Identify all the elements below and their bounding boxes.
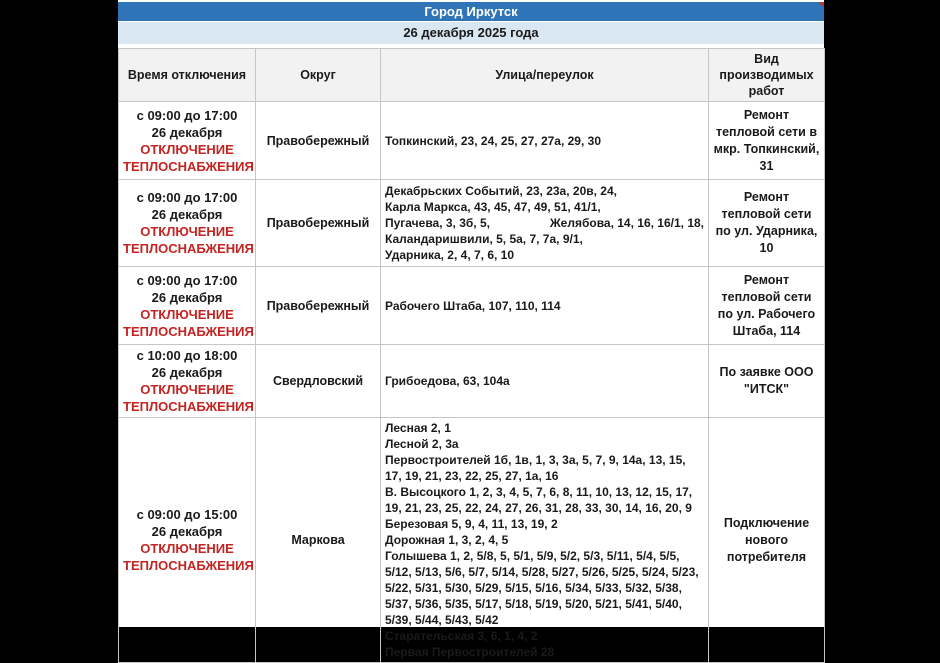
outage-row-5 bbox=[119, 418, 825, 663]
time-cell bbox=[119, 102, 256, 180]
column-header-streets: Улица/переулок bbox=[381, 49, 709, 102]
street-group: Рабочего Штаба, 107, 110, 114 bbox=[385, 298, 561, 313]
streets-list bbox=[385, 133, 704, 149]
outage-row-1 bbox=[119, 102, 825, 180]
time-range: с 09:00 до 17:00 bbox=[136, 107, 238, 123]
time-cell bbox=[119, 180, 256, 267]
outage-schedule-sheet bbox=[118, 0, 824, 659]
city-title: Город Иркутск bbox=[424, 4, 518, 19]
street-group: Дорожная 1, 3, 2, 4, 5 bbox=[385, 533, 509, 547]
street-group: Пугачева, 3, 3б, 5, bbox=[385, 216, 490, 230]
outage-type: ОТКЛЮЧЕНИЕ ТЕПЛОСНАБЖЕНИЯ bbox=[123, 541, 254, 573]
outage-day: 26 декабря bbox=[151, 207, 223, 222]
street-group: Каландаришвили, 5, 5а, 7, 7а, 9/1, bbox=[385, 232, 583, 246]
street-group: Ударника, 2, 4, 7, 6, 10 bbox=[385, 248, 515, 262]
street-group: Первостроителей 1б, 1в, 1, 3, 3а, 5, 7, 9, 14а, 13, 15, 17, 19, 21, 23, 22, 25, 27, 1а, 16 bbox=[385, 453, 686, 483]
table-header-row bbox=[119, 49, 825, 102]
outage-type: ОТКЛЮЧЕНИЕ ТЕПЛОСНАБЖЕНИЯ bbox=[123, 224, 254, 256]
time-cell bbox=[119, 267, 256, 345]
streets-list bbox=[385, 373, 704, 389]
outage-type: ОТКЛЮЧЕНИЕ ТЕПЛОСНАБЖЕНИЯ bbox=[123, 141, 254, 174]
outage-day: 26 декабря bbox=[151, 524, 223, 539]
work-cell: По заявке ООО "ИТСК" bbox=[709, 345, 825, 418]
date-bar bbox=[118, 22, 824, 44]
outage-day: 26 декабря bbox=[151, 289, 223, 305]
district-cell: Правобережный bbox=[256, 267, 381, 345]
street-group: В. Высоцкого 1, 2, 3, 4, 5, 7, 6, 8, 11, 10, 13, 12, 15, 17, 19, 21, 23, 25, 22, 24, 27, 26, 31, 28, 33, 30, 14, 16, 20, 9 bbox=[385, 485, 693, 515]
outage-table bbox=[118, 48, 825, 663]
street-group: Топкинский, 23, 24, 25, 27, 27а, 29, 30 bbox=[385, 133, 601, 148]
district-cell: Свердловский bbox=[256, 345, 381, 418]
outage-day: 26 декабря bbox=[151, 124, 223, 140]
outage-row-4 bbox=[119, 345, 825, 418]
column-header-time: Время отключения bbox=[119, 49, 256, 102]
streets-cell bbox=[381, 418, 709, 663]
work-cell: Подключение нового потребителя bbox=[709, 418, 825, 663]
street-group: Березовая 5, 9, 4, 11, 13, 19, 2 bbox=[385, 517, 558, 531]
street-group: Декабрьских Событий, 23, 23а, 20в, 24, bbox=[385, 184, 617, 198]
street-group: Старательская 3, 6, 1, 4, 2 bbox=[385, 629, 538, 643]
street-group: Лесная 2, 1 bbox=[385, 421, 451, 435]
outage-row-3 bbox=[119, 267, 825, 345]
outage-type: ОТКЛЮЧЕНИЕ ТЕПЛОСНАБЖЕНИЯ bbox=[123, 306, 254, 339]
time-cell bbox=[119, 345, 256, 418]
time-range: с 10:00 до 18:00 bbox=[136, 348, 238, 363]
city-title-bar bbox=[118, 2, 824, 21]
column-header-district: Округ bbox=[256, 49, 381, 102]
work-cell: Ремонт тепловой сети по ул. Ударника, 10 bbox=[709, 180, 825, 267]
outage-day: 26 декабря bbox=[151, 365, 223, 380]
street-group: Первая Первостроителей 28 bbox=[385, 645, 555, 659]
street-group: Лесной 2, 3а bbox=[385, 437, 459, 451]
district-cell: Маркова bbox=[256, 418, 381, 663]
outage-row-2 bbox=[119, 180, 825, 267]
streets-list bbox=[385, 298, 704, 314]
column-header-work: Вид производимых работ bbox=[709, 49, 825, 102]
street-group: Голышева 1, 2, 5/8, 5, 5/1, 5/9, 5/2, 5/3, 5/11, 5/4, 5/5, 5/12, 5/13, 5/6, 5/7, 5/14, 5/28, 5/27, 5/26, 5/25, 5/24, 5/23, 5/22, 5/31, 5/30, 5/29, 5/15, 5/16, 5/34, 5/33, 5/32, 5/38, 5/37, 5/36, 5/35, 5/17, 5/18, 5/19, 5/20, 5/21, 5/41, 5/40, 5/39, 5/44, 5/43, 5/42 bbox=[385, 549, 699, 627]
time-cell bbox=[119, 418, 256, 663]
streets-list bbox=[385, 183, 704, 263]
streets-cell bbox=[381, 180, 709, 267]
street-group: Грибоедова, 63, 104а bbox=[385, 374, 510, 388]
schedule-date: 26 декабря 2025 года bbox=[403, 25, 539, 40]
comment-marker-icon bbox=[818, 2, 824, 8]
street-group: Желябова, 14, 16, 16/1, 18, bbox=[549, 216, 704, 230]
work-cell: Ремонт тепловой сети по ул. Рабочего Штаба, 114 bbox=[709, 267, 825, 345]
outage-type: ОТКЛЮЧЕНИЕ ТЕПЛОСНАБЖЕНИЯ bbox=[123, 382, 254, 414]
streets-cell bbox=[381, 102, 709, 180]
district-cell: Правобережный bbox=[256, 180, 381, 267]
time-range: с 09:00 до 17:00 bbox=[136, 190, 238, 205]
district-cell: Правобережный bbox=[256, 102, 381, 180]
work-cell: Ремонт тепловой сети в мкр. Топкинский, 31 bbox=[709, 102, 825, 180]
streets-cell bbox=[381, 345, 709, 418]
time-range: с 09:00 до 15:00 bbox=[136, 507, 238, 522]
streets-cell bbox=[381, 267, 709, 345]
streets-list bbox=[385, 420, 704, 660]
time-range: с 09:00 до 17:00 bbox=[136, 272, 238, 288]
street-group: Карла Маркса, 43, 45, 47, 49, 51, 41/1, bbox=[385, 200, 601, 214]
